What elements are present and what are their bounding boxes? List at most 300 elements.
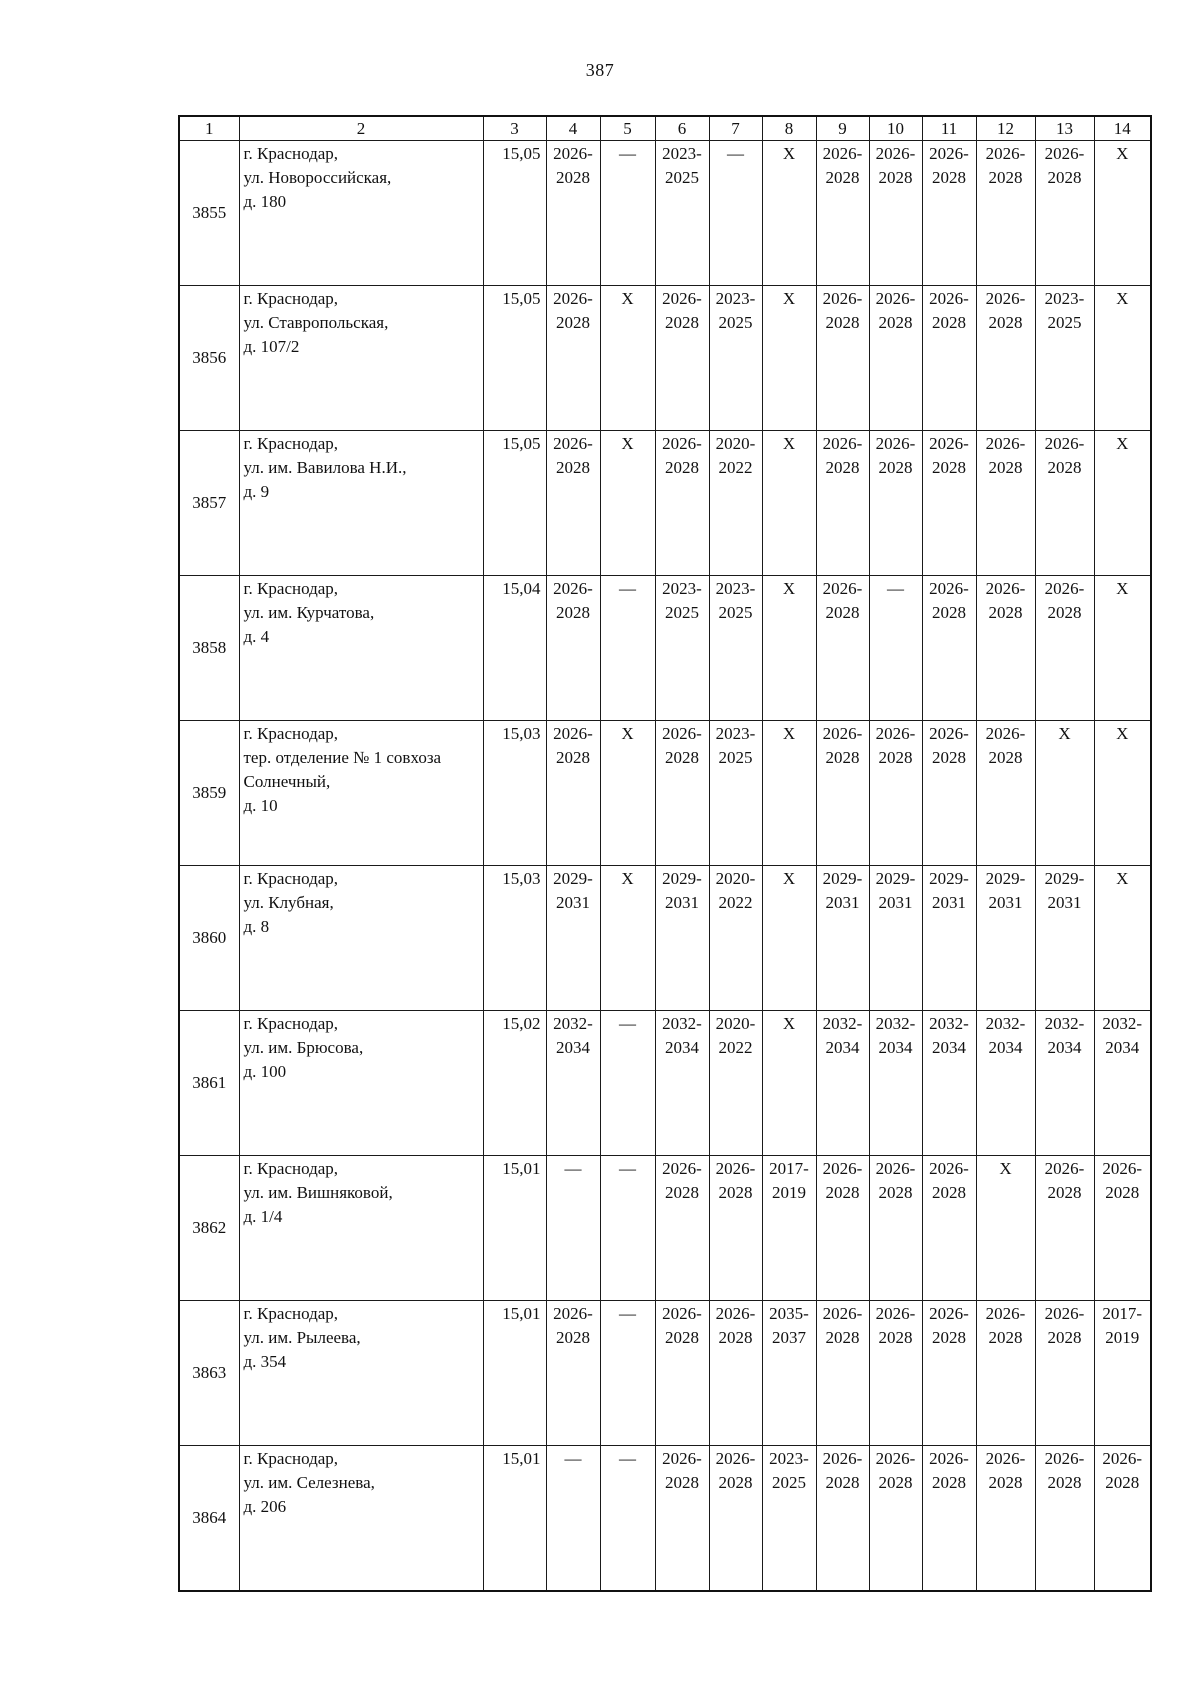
table-row <box>179 431 1151 576</box>
value-line: 2026- <box>929 1304 969 1323</box>
column-10-value <box>869 721 922 866</box>
value-line: 2028 <box>665 1183 699 1202</box>
value-line: 2028 <box>825 1183 860 1202</box>
address-line: г. Краснодар, <box>243 1449 339 1468</box>
value-line: 2028 <box>825 1473 860 1492</box>
value-line: 2026- <box>1044 579 1085 598</box>
value-line: X <box>782 434 796 453</box>
value-line: 2026- <box>822 144 863 163</box>
row-number: 3856 <box>179 286 239 431</box>
column-11-value <box>922 431 976 576</box>
value-line: X <box>782 144 796 163</box>
column-3-value: 15,04 <box>483 576 546 721</box>
column-4-value <box>546 141 600 286</box>
value-line: 2025 <box>665 168 699 187</box>
value-line: 2032- <box>985 1014 1026 1033</box>
value-line: 2026- <box>929 144 969 163</box>
column-4-value <box>546 866 600 1011</box>
column-header-2: 2 <box>239 116 483 141</box>
value-line: X <box>999 1159 1012 1178</box>
value-line: 2028 <box>878 1328 913 1347</box>
table-body <box>179 141 1151 1591</box>
value-line: 2028 <box>932 1473 966 1492</box>
value-line: 2026- <box>875 1449 916 1468</box>
column-11-value <box>922 576 976 721</box>
address-line: д. 10 <box>243 796 278 815</box>
column-4-value <box>546 1301 600 1446</box>
column-3-value: 15,01 <box>483 1301 546 1446</box>
column-13-value <box>1035 1156 1094 1301</box>
value-line: — <box>619 144 636 163</box>
value-line: X <box>621 434 634 453</box>
value-line: 2028 <box>878 458 913 477</box>
column-13-value <box>1035 721 1094 866</box>
value-line: 2026- <box>985 724 1026 743</box>
value-line: 2028 <box>825 748 860 767</box>
column-12-value <box>976 576 1035 721</box>
value-line: 2017- <box>769 1159 809 1178</box>
value-line: 2028 <box>825 603 860 622</box>
column-header-7: 7 <box>709 116 762 141</box>
address-cell <box>239 866 483 1011</box>
address-line: ул. Новороссийская, <box>243 168 392 187</box>
value-line: 2028 <box>1047 458 1082 477</box>
value-line: 2029- <box>553 869 593 888</box>
column-9-value <box>816 1011 869 1156</box>
column-6-value <box>655 721 709 866</box>
value-line: X <box>1116 144 1129 163</box>
address-cell <box>239 721 483 866</box>
address-line: г. Краснодар, <box>243 1159 339 1178</box>
value-line: 2026- <box>553 579 593 598</box>
row-number: 3857 <box>179 431 239 576</box>
column-14-value <box>1094 1156 1151 1301</box>
value-line: 2026- <box>822 434 863 453</box>
row-number: 3862 <box>179 1156 239 1301</box>
value-line: X <box>621 289 634 308</box>
value-line: 2034 <box>878 1038 913 1057</box>
value-line: 2031 <box>556 893 590 912</box>
column-13-value <box>1035 286 1094 431</box>
column-11-value <box>922 1156 976 1301</box>
value-line: 2031 <box>825 893 860 912</box>
value-line: 2028 <box>556 748 590 767</box>
column-8-value <box>762 1011 816 1156</box>
column-5-value <box>600 576 655 721</box>
column-header-11: 11 <box>922 116 976 141</box>
value-line: 2026- <box>822 1449 863 1468</box>
column-12-value <box>976 431 1035 576</box>
value-line: 2026- <box>875 289 916 308</box>
column-8-value <box>762 286 816 431</box>
column-header-6: 6 <box>655 116 709 141</box>
column-3-value: 15,05 <box>483 141 546 286</box>
value-line: 2028 <box>1047 1183 1082 1202</box>
value-line: — <box>619 1159 636 1178</box>
value-line: 2028 <box>878 313 913 332</box>
table-row <box>179 286 1151 431</box>
column-10-value <box>869 1156 922 1301</box>
value-line: 2020- <box>715 1014 756 1033</box>
value-line: 2034 <box>825 1038 860 1057</box>
column-6-value <box>655 1011 709 1156</box>
column-13-value <box>1035 576 1094 721</box>
value-line: — <box>727 144 744 163</box>
value-line: 2028 <box>988 458 1023 477</box>
value-line: 2028 <box>1105 1473 1140 1492</box>
address-line: ул. им. Рылеева, <box>243 1328 361 1347</box>
value-line: 2028 <box>988 168 1023 187</box>
address-line: д. 1/4 <box>243 1207 283 1226</box>
column-10-value <box>869 431 922 576</box>
address-line: д. 180 <box>243 192 287 211</box>
address-line: д. 107/2 <box>243 337 300 356</box>
column-7-value <box>709 721 762 866</box>
column-11-value <box>922 866 976 1011</box>
value-line: 2032- <box>822 1014 863 1033</box>
column-3-value: 15,02 <box>483 1011 546 1156</box>
value-line: X <box>782 579 796 598</box>
row-number: 3864 <box>179 1446 239 1591</box>
column-5-value <box>600 1156 655 1301</box>
column-13-value <box>1035 1301 1094 1446</box>
column-6-value <box>655 431 709 576</box>
value-line: 2026- <box>985 434 1026 453</box>
column-9-value <box>816 721 869 866</box>
registry-table <box>178 115 1152 1592</box>
value-line: 2026- <box>822 579 863 598</box>
column-6-value <box>655 576 709 721</box>
value-line: 2025 <box>772 1473 806 1492</box>
value-line: 2025 <box>718 603 753 622</box>
column-12-value <box>976 1156 1035 1301</box>
address-line: ул. им. Брюсова, <box>243 1038 364 1057</box>
address-line: г. Краснодар, <box>243 869 339 888</box>
value-line: 2026- <box>662 1304 702 1323</box>
column-5-value <box>600 721 655 866</box>
value-line: X <box>1058 724 1071 743</box>
value-line: 2028 <box>878 168 913 187</box>
column-4-value <box>546 1156 600 1301</box>
value-line: 2026- <box>662 1449 702 1468</box>
value-line: 2026- <box>929 579 969 598</box>
value-line: — <box>619 1304 636 1323</box>
value-line: 2026- <box>822 724 863 743</box>
value-line: 2023- <box>715 289 756 308</box>
value-line: 2028 <box>825 168 860 187</box>
value-line: 2026- <box>715 1159 756 1178</box>
value-line: 2028 <box>556 168 590 187</box>
address-line: ул. Клубная, <box>243 893 334 912</box>
value-line: 2031 <box>932 893 966 912</box>
column-4-value <box>546 1011 600 1156</box>
value-line: 2028 <box>878 1473 913 1492</box>
column-6-value <box>655 1301 709 1446</box>
value-line: 2028 <box>932 458 966 477</box>
value-line: — <box>619 579 636 598</box>
value-line: 2022 <box>718 1038 753 1057</box>
value-line: 2019 <box>772 1183 806 1202</box>
value-line: 2023- <box>662 144 702 163</box>
value-line: 2026- <box>985 144 1026 163</box>
address-cell <box>239 1011 483 1156</box>
row-number: 3860 <box>179 866 239 1011</box>
address-line: г. Краснодар, <box>243 1304 339 1323</box>
column-9-value <box>816 866 869 1011</box>
column-11-value <box>922 1301 976 1446</box>
address-line: д. 206 <box>243 1497 287 1516</box>
value-line: X <box>1116 434 1129 453</box>
column-13-value <box>1035 431 1094 576</box>
column-7-value <box>709 431 762 576</box>
column-8-value <box>762 141 816 286</box>
value-line: X <box>782 1014 796 1033</box>
value-line: X <box>782 724 796 743</box>
column-3-value: 15,01 <box>483 1446 546 1591</box>
address-line: ул. им. Курчатова, <box>243 603 375 622</box>
value-line: — <box>619 1449 636 1468</box>
value-line: 2026- <box>822 1159 863 1178</box>
column-10-value <box>869 1011 922 1156</box>
value-line: 2028 <box>556 313 590 332</box>
address-line: д. 100 <box>243 1062 287 1081</box>
value-line: 2020- <box>715 434 756 453</box>
value-line: 2026- <box>1044 144 1085 163</box>
value-line: 2035- <box>769 1304 809 1323</box>
address-line: ул. им. Вавилова Н.И., <box>243 458 407 477</box>
column-14-value <box>1094 866 1151 1011</box>
value-line: — <box>619 1014 636 1033</box>
address-line: ул. им. Вишняковой, <box>243 1183 393 1202</box>
column-8-value <box>762 1156 816 1301</box>
value-line: 2026- <box>875 144 916 163</box>
value-line: 2026- <box>1102 1449 1143 1468</box>
table-row <box>179 866 1151 1011</box>
value-line: — <box>564 1449 582 1468</box>
value-line: 2026- <box>985 579 1026 598</box>
column-6-value <box>655 1156 709 1301</box>
value-line: 2028 <box>1047 603 1082 622</box>
value-line: 2028 <box>988 1473 1023 1492</box>
value-line: 2031 <box>878 893 913 912</box>
value-line: 2032- <box>662 1014 702 1033</box>
value-line: 2026- <box>1102 1159 1143 1178</box>
value-line: 2034 <box>932 1038 966 1057</box>
address-line: ул. им. Селезнева, <box>243 1473 375 1492</box>
value-line: 2026- <box>985 289 1026 308</box>
value-line: 2026- <box>929 434 969 453</box>
column-7-value <box>709 141 762 286</box>
column-14-value <box>1094 576 1151 721</box>
column-5-value <box>600 1301 655 1446</box>
address-line: д. 9 <box>243 482 270 501</box>
value-line: 2026- <box>662 289 702 308</box>
column-4-value <box>546 431 600 576</box>
column-7-value <box>709 1446 762 1591</box>
value-line: 2028 <box>718 1473 753 1492</box>
value-line: 2026- <box>1044 1304 1085 1323</box>
column-5-value <box>600 286 655 431</box>
value-line: 2028 <box>878 748 913 767</box>
column-5-value <box>600 141 655 286</box>
value-line: 2028 <box>932 1328 966 1347</box>
address-line: д. 4 <box>243 627 270 646</box>
table-row <box>179 1301 1151 1446</box>
value-line: 2026- <box>1044 1449 1085 1468</box>
column-11-value <box>922 721 976 866</box>
value-line: 2028 <box>718 1183 753 1202</box>
column-9-value <box>816 576 869 721</box>
value-line: 2028 <box>932 168 966 187</box>
column-14-value <box>1094 721 1151 866</box>
value-line: 2028 <box>718 1328 753 1347</box>
value-line: 2026- <box>715 1304 756 1323</box>
address-line: д. 354 <box>243 1352 287 1371</box>
table-row <box>179 1446 1151 1591</box>
address-line: г. Краснодар, <box>243 579 339 598</box>
column-11-value <box>922 1011 976 1156</box>
value-line: X <box>782 869 796 888</box>
value-line: 2028 <box>665 1473 699 1492</box>
value-line: 2028 <box>988 603 1023 622</box>
column-5-value <box>600 431 655 576</box>
address-cell <box>239 431 483 576</box>
value-line: X <box>782 289 796 308</box>
value-line: 2026- <box>985 1304 1026 1323</box>
column-header-12: 12 <box>976 116 1035 141</box>
value-line: 2025 <box>665 603 699 622</box>
table-row <box>179 1156 1151 1301</box>
value-line: 2028 <box>825 313 860 332</box>
value-line: 2029- <box>985 869 1026 888</box>
column-4-value <box>546 286 600 431</box>
value-line: 2026- <box>822 289 863 308</box>
value-line: 2023- <box>1044 289 1085 308</box>
address-cell <box>239 286 483 431</box>
column-3-value: 15,01 <box>483 1156 546 1301</box>
column-8-value <box>762 866 816 1011</box>
column-5-value <box>600 1011 655 1156</box>
address-cell <box>239 576 483 721</box>
column-4-value <box>546 721 600 866</box>
value-line: 2028 <box>556 1328 590 1347</box>
column-12-value <box>976 866 1035 1011</box>
table-row <box>179 141 1151 286</box>
column-10-value <box>869 1301 922 1446</box>
value-line: 2026- <box>875 1304 916 1323</box>
value-line: 2029- <box>822 869 863 888</box>
value-line: 2026- <box>715 1449 756 1468</box>
value-line: 2028 <box>988 1328 1023 1347</box>
value-line: 2025 <box>718 748 753 767</box>
value-line: 2031 <box>1047 893 1082 912</box>
table-row <box>179 721 1151 866</box>
value-line: 2028 <box>1047 168 1082 187</box>
value-line: 2026- <box>1044 434 1085 453</box>
value-line: 2028 <box>665 1328 699 1347</box>
value-line: 2026- <box>662 724 702 743</box>
address-line: ул. Ставропольская, <box>243 313 389 332</box>
value-line: 2032- <box>929 1014 969 1033</box>
address-cell <box>239 141 483 286</box>
column-3-value: 15,05 <box>483 431 546 576</box>
column-3-value: 15,03 <box>483 866 546 1011</box>
value-line: 2028 <box>988 748 1023 767</box>
column-header-1: 1 <box>179 116 239 141</box>
value-line: 2034 <box>556 1038 590 1057</box>
value-line: 2032- <box>1044 1014 1085 1033</box>
value-line: 2026- <box>553 434 593 453</box>
table-row <box>179 1011 1151 1156</box>
column-6-value <box>655 1446 709 1591</box>
value-line: 2031 <box>665 893 699 912</box>
row-number: 3863 <box>179 1301 239 1446</box>
value-line: X <box>1116 579 1129 598</box>
column-12-value <box>976 141 1035 286</box>
value-line: 2031 <box>988 893 1023 912</box>
table-row <box>179 576 1151 721</box>
value-line: 2028 <box>932 313 966 332</box>
value-line: 2028 <box>1047 1473 1082 1492</box>
column-12-value <box>976 1011 1035 1156</box>
value-line: 2029- <box>929 869 969 888</box>
column-header-4: 4 <box>546 116 600 141</box>
value-line: 2025 <box>718 313 753 332</box>
address-line: тер. отделение № 1 совхоза <box>243 748 442 767</box>
column-8-value <box>762 721 816 866</box>
value-line: 2028 <box>665 458 699 477</box>
value-line: 2028 <box>988 313 1023 332</box>
column-10-value <box>869 1446 922 1591</box>
column-5-value <box>600 1446 655 1591</box>
column-14-value <box>1094 1011 1151 1156</box>
value-line: 2032- <box>875 1014 916 1033</box>
column-11-value <box>922 141 976 286</box>
column-11-value <box>922 286 976 431</box>
value-line: 2026- <box>929 1449 969 1468</box>
column-13-value <box>1035 1011 1094 1156</box>
column-9-value <box>816 431 869 576</box>
column-12-value <box>976 1446 1035 1591</box>
value-line: — <box>887 579 904 598</box>
column-12-value <box>976 721 1035 866</box>
column-4-value <box>546 576 600 721</box>
value-line: 2017- <box>1102 1304 1143 1323</box>
column-7-value <box>709 1011 762 1156</box>
value-line: 2028 <box>932 1183 966 1202</box>
column-12-value <box>976 286 1035 431</box>
value-line: 2023- <box>715 579 756 598</box>
column-9-value <box>816 1156 869 1301</box>
value-line: 2032- <box>553 1014 593 1033</box>
column-4-value <box>546 1446 600 1591</box>
row-number: 3855 <box>179 141 239 286</box>
value-line: 2020- <box>715 869 756 888</box>
column-13-value <box>1035 866 1094 1011</box>
column-3-value: 15,03 <box>483 721 546 866</box>
value-line: 2023- <box>662 579 702 598</box>
address-cell <box>239 1301 483 1446</box>
address-line: Солнечный, <box>243 772 331 791</box>
column-header-10: 10 <box>869 116 922 141</box>
column-header-9: 9 <box>816 116 869 141</box>
address-cell <box>239 1156 483 1301</box>
row-number: 3858 <box>179 576 239 721</box>
value-line: 2026- <box>875 1159 916 1178</box>
value-line: 2026- <box>1044 1159 1085 1178</box>
value-line: 2022 <box>718 458 753 477</box>
value-line: 2026- <box>929 289 969 308</box>
